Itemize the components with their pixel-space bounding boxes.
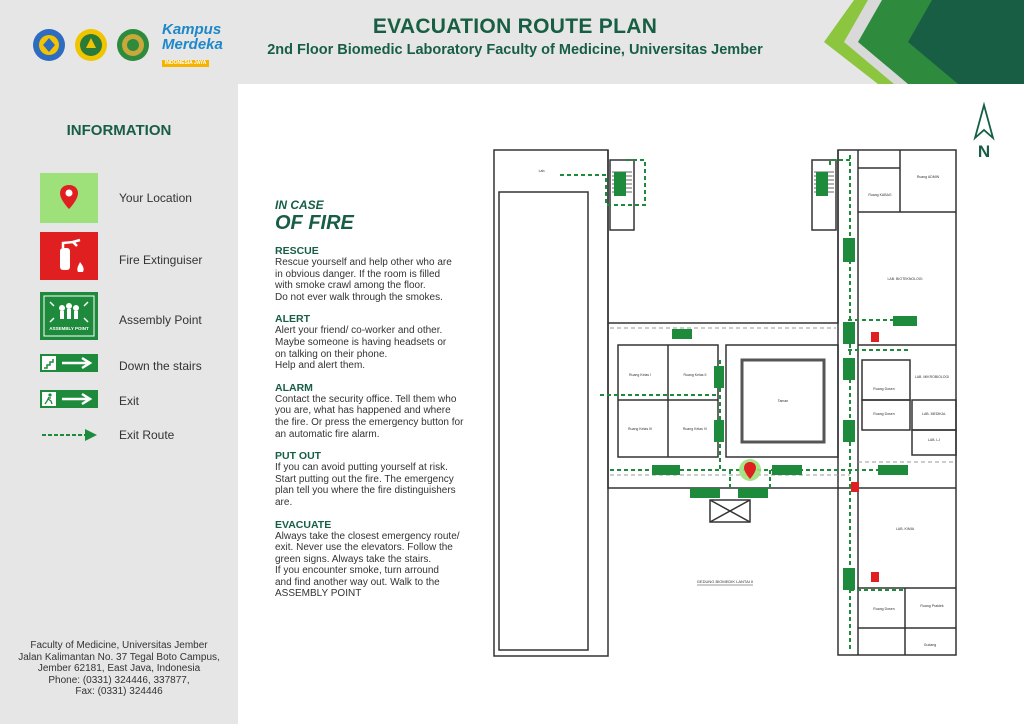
address-line: Faculty of Medicine, Universitas Jember xyxy=(30,640,208,651)
step-line: with smoke crawl among the floor. xyxy=(275,280,426,292)
room-label: Ruang Dosen xyxy=(873,412,895,416)
step-text xyxy=(275,531,485,601)
sidebar xyxy=(0,84,238,724)
info-title: INFORMATION xyxy=(66,122,172,139)
assembly-icon-text: ASSEMBLY POINT xyxy=(49,326,89,331)
step-line: ASSEMBLY POINT xyxy=(275,588,362,600)
exit-sign-icon xyxy=(816,172,828,196)
exit-route-arrow-icon xyxy=(40,428,98,442)
room-label: Taman xyxy=(777,399,789,403)
step-line: green signs. Always take the stairs. xyxy=(275,553,432,565)
fire-title: OF FIRE xyxy=(275,212,354,234)
room-label: LAB. LJ xyxy=(927,438,941,442)
legend-label-assembly: Assembly Point xyxy=(119,313,202,327)
exit-sign-icon xyxy=(714,420,724,442)
legend-label-extinguisher: Fire Extinguiser xyxy=(119,253,203,267)
address-line: Jalan Kalimantan No. 37 Tegal Boto Campus, xyxy=(18,651,220,663)
exit-sign-icon xyxy=(843,358,855,380)
address-line: Fax: (0331) 324446 xyxy=(75,686,163,698)
step-line: Contact the security office. Tell them who xyxy=(275,393,457,405)
exit-sign-icon xyxy=(672,329,692,339)
exit-sign-icon xyxy=(878,465,908,475)
map-fire-extinguishers xyxy=(851,332,879,582)
room-label: Ruang Kelas III xyxy=(628,427,652,431)
address-block xyxy=(0,640,238,698)
legend-label-location: Your Location xyxy=(119,191,192,205)
legend-label-route: Exit Route xyxy=(119,428,175,442)
stair-treads xyxy=(612,172,834,192)
step-line: on talking on their phone. xyxy=(275,348,388,360)
step-title: PUT OUT xyxy=(275,450,322,463)
step-put-out xyxy=(275,450,485,508)
north-arrow-icon xyxy=(975,105,993,161)
fire-in-case: IN CASE xyxy=(275,198,324,212)
fire-extinguisher-icon xyxy=(851,482,859,492)
step-text xyxy=(275,325,485,371)
location-pin-icon xyxy=(40,173,98,223)
step-line: Do not ever walk through the smokes. xyxy=(275,291,443,303)
faculty-logo xyxy=(116,28,150,62)
exit-sign-icon xyxy=(690,488,720,498)
step-line: If you can avoid putting yourself at risk. xyxy=(275,462,448,474)
room-label: Ruang Praktek xyxy=(920,604,944,608)
step-text xyxy=(275,394,485,440)
step-line: and find another way out. Walk to the xyxy=(275,576,440,588)
step-text xyxy=(275,257,485,303)
header-bar xyxy=(0,0,1024,84)
floor-plan xyxy=(488,98,1008,668)
room-label: Ruang Kelas IV xyxy=(682,427,708,431)
step-line: Help and alert them. xyxy=(275,360,366,372)
room-label: Ruang ADMIN xyxy=(916,175,940,179)
step-title: ALARM xyxy=(275,381,313,394)
step-line: Rescue yourself and help other who are xyxy=(275,257,452,268)
step-line: exit. Never use the elevators. Follow the xyxy=(275,542,453,554)
exit-sign-icon xyxy=(843,238,855,262)
building-label: GEDUNG BIOMEDIK LANTAI II xyxy=(696,579,754,584)
step-line: Always take the closest emergency route/ xyxy=(275,530,460,542)
address-line: Jember 62181, East Java, Indonesia xyxy=(37,663,201,675)
exit-signs xyxy=(614,172,917,590)
room-label: Lab. xyxy=(538,169,546,173)
exit-sign-icon xyxy=(652,465,680,475)
exit-sign-icon xyxy=(772,465,802,475)
step-alarm xyxy=(275,382,485,440)
legend-label-exit: Exit xyxy=(119,394,140,408)
exit-sign-icon xyxy=(614,172,626,196)
north-label: N xyxy=(977,142,991,161)
exit-sign-icon xyxy=(843,322,855,344)
room-label: LAB. BIOTEKNOLOGI xyxy=(887,277,923,281)
step-title: RESCUE xyxy=(275,245,319,257)
room-labels xyxy=(539,169,950,647)
step-line: the fire. Or press the emergency button for xyxy=(275,416,464,428)
room-label: Ruang KABAG xyxy=(868,193,892,197)
exit-sign-icon xyxy=(738,488,768,498)
room-label: Ruang Dosen xyxy=(873,607,895,611)
fire-extinguisher-icon xyxy=(40,232,98,280)
room-label: Ruang Kelas I xyxy=(629,373,651,377)
exit-sign-icon xyxy=(714,366,724,388)
room-label: Gudang xyxy=(923,643,937,647)
kampus-line2: Merdeka xyxy=(162,36,223,53)
room-label: LAB. MIKROBIOLOGI xyxy=(914,375,950,379)
step-text xyxy=(275,462,485,508)
kampus-tagline: INDONESIA JAYA xyxy=(162,60,209,67)
step-line: If you encounter smoke, turn arround xyxy=(275,565,439,577)
room-label: Ruang Dosen xyxy=(873,387,895,391)
page-title: EVACUATION ROUTE PLAN xyxy=(372,15,658,38)
step-line: you are, what has happened and where xyxy=(275,405,451,417)
step-rescue xyxy=(275,245,485,303)
corner-decoration xyxy=(824,0,1024,84)
kemendikbud-logo xyxy=(32,28,66,62)
step-alert xyxy=(275,313,485,371)
step-title: EVACUATE xyxy=(275,518,332,531)
address-line: Phone: (0331) 324446, 337877, xyxy=(48,674,190,686)
step-line: an automatic fire alarm. xyxy=(275,428,380,440)
fire-extinguisher-icon xyxy=(871,572,879,582)
exit-sign-icon xyxy=(843,568,855,590)
kampus-line1: Kampus xyxy=(162,21,222,38)
legend-label-stairs: Down the stairs xyxy=(119,359,202,373)
step-line: in obvious danger. If the room is filled xyxy=(275,268,441,280)
room-label: LAB. MEDIKAL xyxy=(922,412,946,416)
room-label: LAB. KIMIA xyxy=(895,527,915,531)
your-location-marker xyxy=(739,459,761,481)
page-subtitle: 2nd Floor Biomedic Laboratory Faculty of Medicine, Universitas Jember xyxy=(267,42,763,58)
step-line: plan tell you where the fire distinguishers xyxy=(275,485,456,497)
logo-group xyxy=(32,22,223,68)
assembly-point-icon xyxy=(40,292,98,340)
step-line: Start putting out the fire. The emergency xyxy=(275,473,454,485)
exit-sign-icon xyxy=(893,316,917,326)
room-label: Ruang Kelas II xyxy=(683,373,707,377)
fire-instructions xyxy=(275,198,485,610)
step-evacuate xyxy=(275,519,485,601)
step-line: Alert your friend/ co-worker and other. xyxy=(275,325,443,337)
step-line: Maybe someone is having headsets or xyxy=(275,336,447,348)
exit-sign-icon xyxy=(40,390,98,408)
fire-extinguisher-icon xyxy=(871,332,879,342)
down-stairs-icon xyxy=(40,354,98,372)
step-title: ALERT xyxy=(275,313,310,326)
exit-sign-icon xyxy=(843,420,855,442)
unej-logo xyxy=(74,28,108,62)
step-line: are. xyxy=(275,496,293,508)
